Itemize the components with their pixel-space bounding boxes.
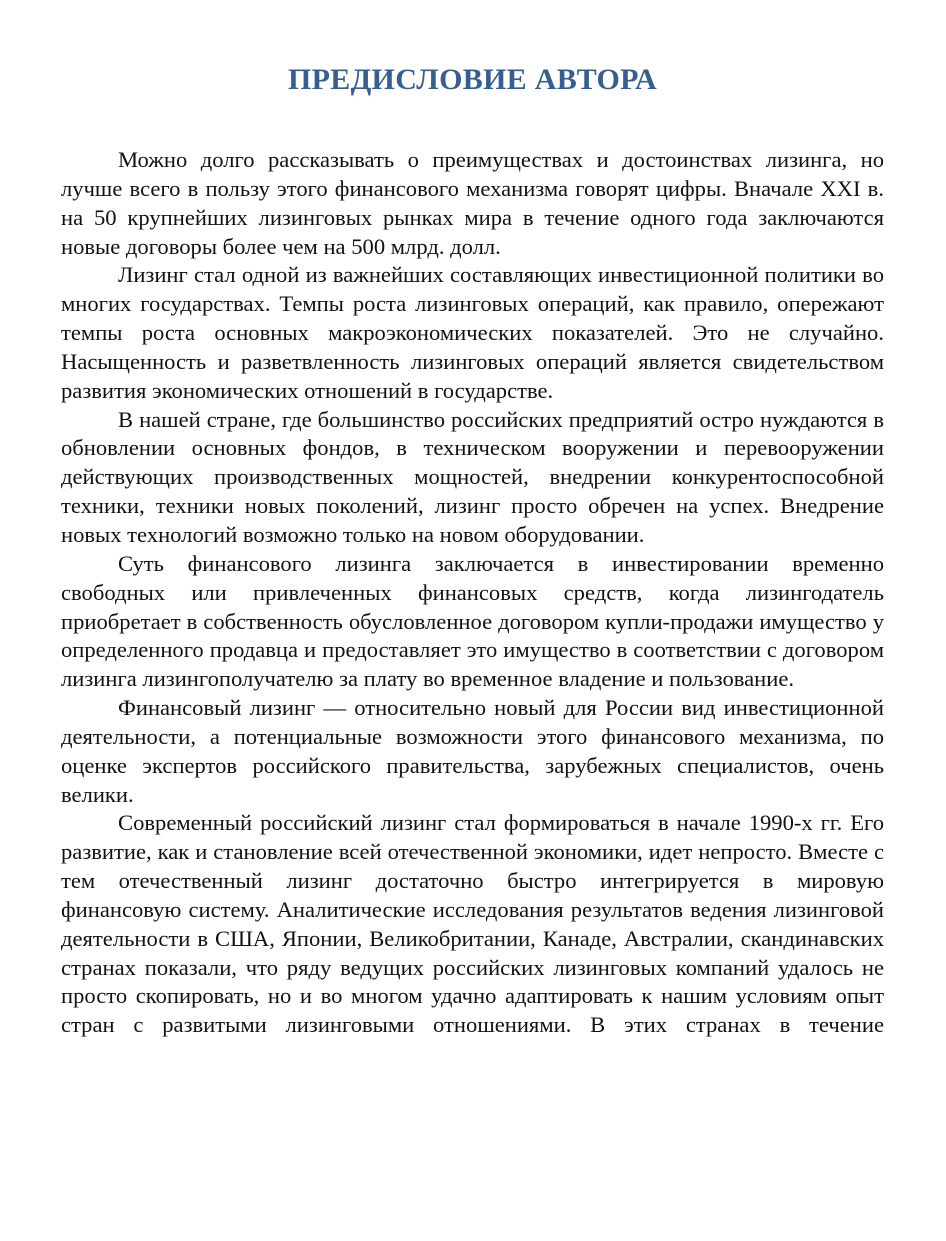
paragraph-2: Лизинг стал одной из важнейших составляющих инвестиционной политики во многих государствах. Темпы роста лизинговых операций, как правило, опережают темпы роста основных макроэкономических показателей. Это не случайно. Насыщенность и разветвленность лизинговых операций является свидетельством развития экономических отношений в государстве. [61, 262, 884, 403]
paragraph-3: В нашей стране, где большинство российских предприятий остро нуждаются в обновлении основных фондов, в техническом вооружении и перевооружении действующих производственных мощностей, внедрении конкурентоспособной техники, техники новых поколений, лизинг просто обречен на успех. Внедрение новых технологий возможно только на новом оборудовании. [61, 406, 884, 547]
paragraph-6: Современный российский лизинг стал формироваться в начале 1990-х гг. Его развитие, как и становление всей отечественной экономики, идет непросто. Вместе с тем отечественный лизинг достаточно быстро интегрируется в мировую финансовую систему. Аналитические исследования результатов ведения лизинговой деятельности в США, Японии, Великобритании, Канаде, Австралии, скандинавских странах показали, что ряду ведущих российских лизинговых компаний удалось не просто скопировать, но и во многом удачно адаптировать к нашим условиям опыт стран с развитыми лизинговыми отношениями. В этих странах в течение [61, 810, 884, 1038]
paragraph-1: Можно долго рассказывать о преимуществах и достоинствах лизинга, но лучше всего в пользу этого финансового механизма говорят цифры. Вначале XXI в. на 50 крупнейших лизинговых рынках мира в течение одного года заключаются новые договоры более чем на 500 млрд. долл. [61, 147, 884, 259]
paragraph-5: Финансовый лизинг — относительно новый для России вид инвестиционной деятельности, а потенциальные возможности этого финансового механизма, по оценке экспертов российского правительства, зарубежных специалистов, очень велики. [61, 695, 884, 807]
page-title: ПРЕДИСЛОВИЕ АВТОРА [288, 63, 657, 96]
paragraph-4: Суть финансового лизинга заключается в инвестировании временно свободных или привлеченных финансовых средств, когда лизингодатель приобретает в собственность обусловленное договором купли-продажи имущество у определенного продавца и предоставляет это имущество в соответствии с договором лизинга лизингополучателю за плату во временное владение и пользование. [61, 550, 884, 692]
body-text [61, 146, 884, 1040]
